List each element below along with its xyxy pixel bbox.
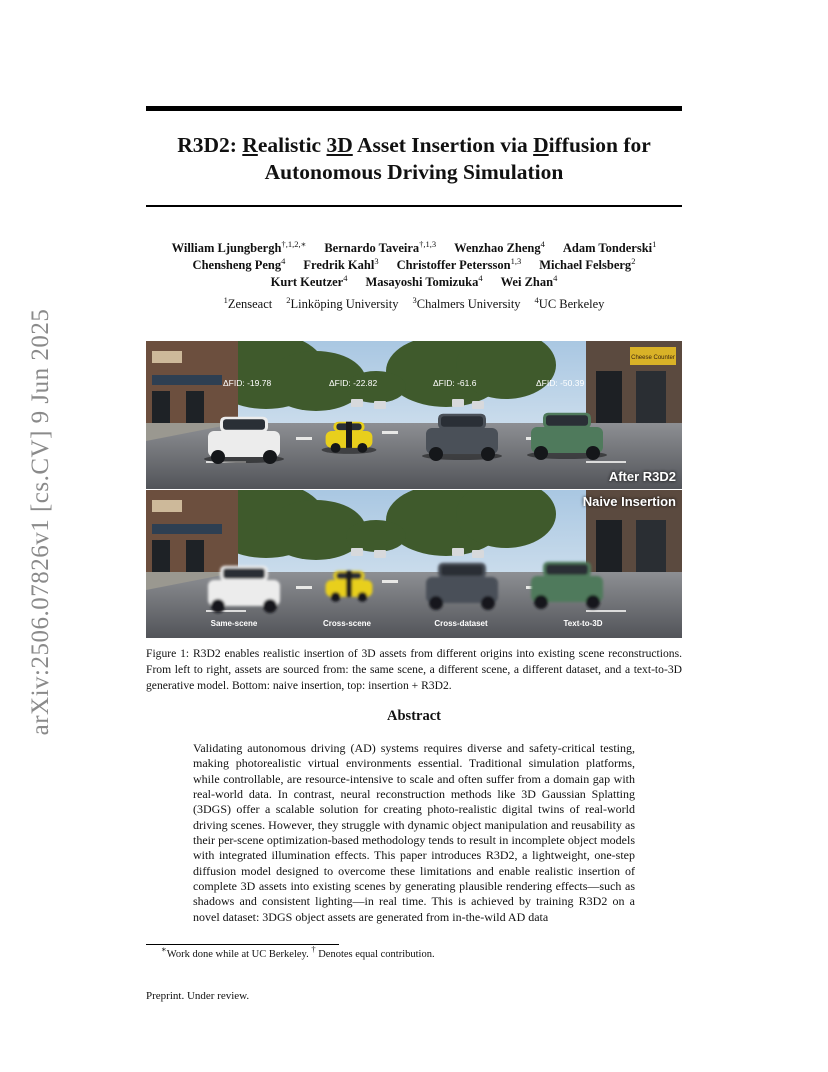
author-name: Adam Tonderski (562, 241, 653, 255)
after-r3d2-panel (146, 341, 682, 489)
distant-car (452, 548, 464, 556)
author (193, 258, 286, 272)
author-affiliation-mark: †,1,3 (419, 239, 437, 249)
car-wheel (481, 596, 495, 610)
affiliation (286, 297, 398, 311)
crosswalk-stripe (382, 431, 398, 434)
title-top-rule (146, 106, 682, 111)
author-affiliation-mark: 4 (553, 273, 558, 283)
title-text: Autonomous Driving Simulation (264, 160, 564, 184)
car-wheel (358, 443, 368, 453)
car-wheel (211, 599, 225, 613)
title-text: iffusion for (548, 133, 651, 157)
author-affiliation-mark: †,1,2,∗ (281, 239, 307, 249)
author (324, 241, 436, 255)
car-wheel (481, 447, 495, 461)
title-bottom-rule (146, 205, 682, 207)
abstract-body: Validating autonomous driving (AD) systems requires diverse and safety-critical testing, making photorealistic virtual environments essential. Traditional simulation platforms, while controllable, are resource-intensive to scale and often suffer from a domain gap with real-world data. In contrast, neural reconstruction methods like 3D Gaussian Splatting (3DGS) offer a scalable solution for creating photo-realistic digital twins of real-world driving scenes. However, they struggle with dynamic object manipulation and reusability as their per-scene optimization-based methodology tends to result in incomplete object models with integrated illumination effects. This paper introduces R3D2, a lightweight, one-step diffusion model designed to overcome these limitations and enable realistic insertion of complete 3D assets into existing scenes by generating plausible rendering effects—such as shadows and consistent lighting—in real time. This is achieved by training R3D2 on a novel dataset: 3DGS object assets are generated from in-the-wild AD data (193, 741, 635, 924)
author-name: Kurt Keutzer (270, 275, 344, 289)
car-wheel (429, 596, 443, 610)
distant-car (452, 399, 464, 407)
author-name: Wenzhao Zheng (454, 241, 541, 255)
crosswalk-stripe (382, 580, 398, 583)
storefront (636, 371, 666, 431)
author-name: William Ljungbergh (171, 241, 282, 255)
affiliation-mark: 4 (534, 295, 539, 305)
fid-label: ΔFID: -50.39 (536, 378, 585, 388)
title-text: Asset Insertion via (352, 133, 534, 157)
car-windshield (223, 419, 265, 429)
car-wheel (358, 592, 368, 602)
distant-car (351, 399, 363, 407)
author-affiliation-mark: 2 (631, 256, 636, 266)
arxiv-identifier: arXiv:2506.07826v1 [cs.CV] 9 Jun 2025 (27, 308, 54, 736)
storefront (596, 371, 622, 431)
affiliation-mark: 1 (223, 295, 228, 305)
author-affiliation-mark: 1,3 (510, 256, 522, 266)
lane-marking (586, 610, 626, 612)
asset-label-same-scene: Same-scene (210, 619, 258, 628)
author-name: Michael Felsberg (539, 258, 632, 272)
author (539, 258, 635, 272)
car-wheel (586, 446, 600, 460)
author-row (146, 257, 682, 274)
asset-label-text-to-3d: Text-to-3D (563, 619, 603, 628)
affiliation (224, 297, 273, 311)
affiliation-name: Linköping University (290, 297, 399, 311)
asset-label-cross-scene: Cross-scene (322, 619, 372, 628)
car-wheel (211, 450, 225, 464)
author-name: Fredrik Kahl (303, 258, 375, 272)
author (563, 241, 657, 255)
distant-car (351, 548, 363, 556)
fid-label: ΔFID: -61.6 (433, 378, 477, 388)
car-windshield (441, 416, 483, 426)
author-list (146, 240, 682, 291)
arxiv-stamp (23, 296, 59, 748)
author-name: Bernardo Taveira (324, 241, 420, 255)
storefront (596, 520, 622, 580)
author-name: Chensheng Peng (192, 258, 282, 272)
distant-car (472, 550, 484, 558)
affiliation-mark: 3 (412, 295, 417, 305)
title-underlined-letter: 3D (326, 133, 353, 157)
author-row (146, 240, 682, 257)
street-scene-image (146, 490, 682, 638)
tree-canopy (346, 520, 406, 552)
car-windshield (441, 565, 483, 575)
author-affiliation-mark: 4 (540, 239, 545, 249)
car-wheel (331, 592, 341, 602)
awning (152, 375, 222, 385)
car-windshield (546, 415, 588, 425)
building-sign (152, 351, 182, 363)
car-wheel (586, 595, 600, 609)
car-wheel (534, 595, 548, 609)
figure-caption: Figure 1: R3D2 enables realistic insertion of 3D assets from different origins into existing scene reconstructions. From left to right, assets are sourced from: the same scene, a different scene, a different dataset, and a text-to-3D generative model. Bottom: naive insertion, top: insertion + R3D2. (146, 647, 682, 692)
car-stripe (346, 571, 352, 597)
author-affiliation-mark: 4 (478, 273, 483, 283)
affiliation-name: UC Berkeley (538, 297, 605, 311)
affiliation-name: Chalmers University (416, 297, 521, 311)
author-name: Christoffer Petersson (396, 258, 511, 272)
footnote-mark: ∗ (161, 944, 167, 954)
car-wheel (331, 443, 341, 453)
car-windshield (546, 564, 588, 574)
car-windshield (223, 568, 265, 578)
fid-label: ΔFID: -22.82 (329, 378, 378, 388)
dagger-mark: † (311, 944, 316, 954)
storefront (636, 520, 666, 580)
author (501, 275, 558, 289)
footnote (161, 944, 435, 960)
street-scene-image (146, 341, 682, 489)
distant-car (374, 401, 386, 409)
crosswalk-stripe (296, 586, 312, 589)
distant-car (472, 401, 484, 409)
author-row (146, 274, 682, 291)
lane-marking (586, 461, 626, 463)
footnote-text-2: Denotes equal contribution. (315, 949, 435, 960)
title-text: ealistic (257, 133, 327, 157)
car-stripe (346, 422, 352, 448)
title-text: R3D2: (177, 133, 243, 157)
affiliation (535, 297, 605, 311)
affiliation (412, 297, 520, 311)
author (303, 258, 378, 272)
author (454, 241, 545, 255)
author-name: Masayoshi Tomizuka (365, 275, 479, 289)
fid-label: ΔFID: -19.78 (223, 378, 272, 388)
footnote-text: Work done while at UC Berkeley. (166, 949, 312, 960)
author (172, 241, 307, 255)
paper-title (146, 132, 682, 186)
distant-car (374, 550, 386, 558)
crosswalk-stripe (296, 437, 312, 440)
shop-sign-text: Cheese Counter (631, 355, 675, 361)
author-name: Wei Zhan (500, 275, 554, 289)
car-wheel (429, 447, 443, 461)
affiliation-list (146, 296, 682, 312)
awning (152, 524, 222, 534)
author-affiliation-mark: 4 (281, 256, 286, 266)
affiliation-mark: 2 (286, 295, 291, 305)
abstract-heading: Abstract (387, 708, 441, 724)
title-underlined-letter: D (533, 133, 549, 157)
author (365, 275, 482, 289)
title-underlined-letter: R (242, 133, 258, 157)
lane-marking (206, 610, 246, 612)
author (397, 258, 522, 272)
author-affiliation-mark: 3 (374, 256, 379, 266)
naive-insertion-label: Naive Insertion (582, 494, 676, 509)
author (271, 275, 348, 289)
author-affiliation-mark: 1 (652, 239, 657, 249)
figure-1 (146, 341, 682, 637)
naive-insertion-panel (146, 490, 682, 638)
car-wheel (263, 450, 277, 464)
asset-label-cross-dataset: Cross-dataset (434, 619, 488, 628)
preprint-notice: Preprint. Under review. (146, 990, 250, 1002)
building-sign (152, 500, 182, 512)
author-affiliation-mark: 4 (343, 273, 348, 283)
after-r3d2-label: After R3D2 (608, 469, 676, 484)
affiliation-name: Zenseact (227, 297, 273, 311)
car-wheel (263, 599, 277, 613)
car-wheel (534, 446, 548, 460)
